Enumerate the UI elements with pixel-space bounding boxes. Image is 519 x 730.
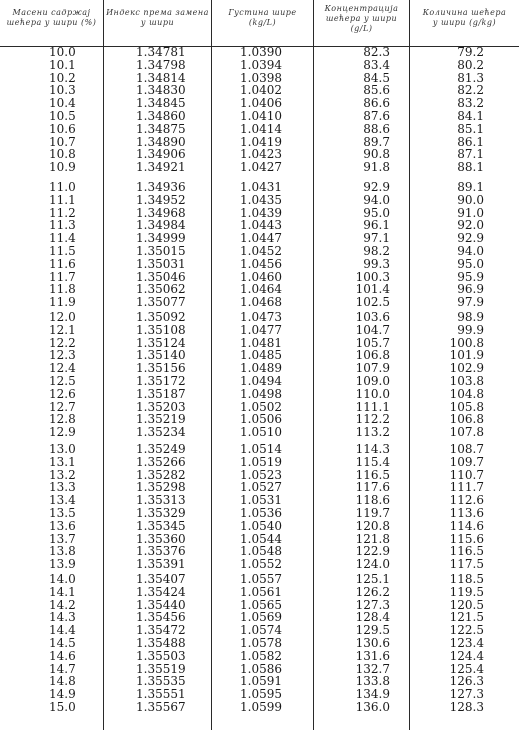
density-cell: 1.0390 bbox=[240, 45, 282, 59]
refractive-index-cell: 1.35282 bbox=[136, 467, 186, 482]
mass-content-cell: 13.1 bbox=[49, 454, 76, 469]
header-line: у шири bbox=[140, 18, 175, 27]
concentration-cell: 107.9 bbox=[355, 361, 390, 376]
sugar-amount-cell: 110.7 bbox=[449, 467, 484, 482]
sugar-amount-cell: 122.5 bbox=[449, 623, 484, 638]
density-cell: 1.0582 bbox=[240, 648, 282, 663]
mass-content-cell: 11.1 bbox=[49, 192, 76, 207]
mass-content-cell: 12.5 bbox=[49, 374, 76, 388]
header-line: шећера у шири (%) bbox=[6, 18, 97, 27]
concentration-cell: 113.2 bbox=[355, 425, 390, 440]
density-cell: 1.0565 bbox=[240, 597, 282, 612]
column-header-density bbox=[212, 8, 313, 48]
concentration-cell: 87.6 bbox=[363, 109, 390, 123]
sugar-amount-cell: 107.8 bbox=[449, 425, 484, 440]
mass-content-cell: 10.5 bbox=[49, 109, 76, 123]
density-cell: 1.0586 bbox=[240, 661, 282, 676]
refractive-index-cell: 1.35219 bbox=[136, 412, 186, 427]
concentration-cell: 94.0 bbox=[363, 192, 390, 207]
refractive-index-cell: 1.35407 bbox=[136, 572, 186, 586]
mass-content-cell: 11.0 bbox=[49, 180, 76, 194]
density-cell: 1.0595 bbox=[240, 687, 282, 702]
concentration-cell: 124.0 bbox=[355, 557, 390, 572]
refractive-index-cell: 1.35535 bbox=[136, 674, 186, 689]
sugar-amount-cell: 86.1 bbox=[457, 134, 484, 149]
sugar-amount-cell: 118.5 bbox=[449, 572, 484, 586]
sugar-amount-cell: 96.9 bbox=[457, 282, 484, 297]
concentration-cell: 95.0 bbox=[363, 205, 390, 220]
density-cell: 1.0557 bbox=[240, 572, 282, 586]
mass-content-cell: 14.1 bbox=[49, 584, 76, 599]
refractive-index-cell: 1.35077 bbox=[136, 295, 186, 310]
concentration-cell: 121.8 bbox=[355, 531, 390, 546]
density-cell: 1.0431 bbox=[240, 180, 282, 194]
concentration-cell: 106.8 bbox=[355, 348, 390, 363]
mass-content-cell: 11.6 bbox=[49, 256, 76, 271]
mass-content-cell: 11.9 bbox=[49, 295, 76, 310]
column-divider bbox=[211, 0, 212, 730]
mass-content-cell: 13.7 bbox=[49, 531, 76, 546]
sugar-amount-cell: 117.5 bbox=[449, 557, 484, 572]
concentration-cell: 109.0 bbox=[355, 374, 390, 388]
refractive-index-cell: 1.35031 bbox=[136, 256, 186, 271]
refractive-index-cell: 1.34968 bbox=[136, 205, 186, 220]
sugar-amount-cell: 106.8 bbox=[449, 412, 484, 427]
density-cell: 1.0569 bbox=[240, 610, 282, 625]
sugar-amount-cell: 126.3 bbox=[449, 674, 484, 689]
sugar-amount-cell: 82.2 bbox=[457, 83, 484, 98]
column-divider bbox=[409, 0, 410, 730]
refractive-index-cell: 1.34814 bbox=[136, 70, 186, 85]
refractive-index-cell: 1.34875 bbox=[136, 121, 186, 136]
refractive-index-cell: 1.35203 bbox=[136, 399, 186, 414]
column-divider bbox=[103, 0, 104, 730]
refractive-index-cell: 1.34999 bbox=[136, 231, 186, 246]
sugar-amount-cell: 101.9 bbox=[449, 348, 484, 363]
concentration-cell: 125.1 bbox=[355, 572, 390, 586]
refractive-index-cell: 1.35313 bbox=[136, 493, 186, 508]
density-cell: 1.0406 bbox=[240, 96, 282, 111]
density-cell: 1.0519 bbox=[240, 454, 282, 469]
concentration-cell: 132.7 bbox=[355, 661, 390, 676]
density-cell: 1.0578 bbox=[240, 636, 282, 650]
concentration-cell: 122.9 bbox=[355, 544, 390, 559]
concentration-cell: 119.7 bbox=[355, 506, 390, 520]
column-header-concentration bbox=[314, 4, 409, 44]
mass-content-cell: 14.5 bbox=[49, 636, 76, 650]
mass-content-cell: 13.9 bbox=[49, 557, 76, 572]
density-cell: 1.0410 bbox=[240, 109, 282, 123]
density-cell: 1.0489 bbox=[240, 361, 282, 376]
sugar-amount-cell: 79.2 bbox=[457, 45, 484, 59]
mass-content-cell: 12.3 bbox=[49, 348, 76, 363]
concentration-cell: 88.6 bbox=[363, 121, 390, 136]
refractive-index-cell: 1.35062 bbox=[136, 282, 186, 297]
concentration-cell: 83.4 bbox=[363, 57, 390, 72]
concentration-cell: 110.0 bbox=[355, 386, 390, 401]
refractive-index-cell: 1.35046 bbox=[136, 269, 186, 284]
concentration-cell: 99.3 bbox=[363, 256, 390, 271]
refractive-index-cell: 1.34890 bbox=[136, 134, 186, 149]
sugar-amount-cell: 89.1 bbox=[457, 180, 484, 194]
header-line: (kg/L) bbox=[248, 18, 277, 27]
concentration-cell: 112.2 bbox=[355, 412, 390, 427]
sugar-amount-cell: 87.1 bbox=[457, 147, 484, 162]
mass-content-cell: 11.3 bbox=[49, 218, 76, 233]
header-line: Количина шећера bbox=[422, 8, 507, 17]
concentration-cell: 127.3 bbox=[355, 597, 390, 612]
concentration-cell: 118.6 bbox=[355, 493, 390, 508]
sugar-amount-cell: 91.0 bbox=[457, 205, 484, 220]
mass-content-cell: 10.6 bbox=[49, 121, 76, 136]
concentration-cell: 134.9 bbox=[355, 687, 390, 702]
sugar-amount-cell: 95.0 bbox=[457, 256, 484, 271]
mass-content-cell: 13.6 bbox=[49, 518, 76, 533]
refractive-index-cell: 1.35440 bbox=[136, 597, 186, 612]
mass-content-cell: 12.7 bbox=[49, 399, 76, 414]
sugar-amount-cell: 113.6 bbox=[449, 506, 484, 520]
sugar-amount-cell: 111.7 bbox=[449, 480, 484, 495]
mass-content-cell: 13.5 bbox=[49, 506, 76, 520]
density-cell: 1.0514 bbox=[240, 442, 282, 456]
column-header-mass-content bbox=[0, 8, 103, 48]
mass-content-cell: 15.0 bbox=[49, 700, 76, 714]
sugar-amount-cell: 95.9 bbox=[457, 269, 484, 284]
concentration-cell: 128.4 bbox=[355, 610, 390, 625]
density-cell: 1.0435 bbox=[240, 192, 282, 207]
concentration-cell: 90.8 bbox=[363, 147, 390, 162]
mass-content-cell: 10.3 bbox=[49, 83, 76, 98]
refractive-index-cell: 1.35567 bbox=[136, 700, 186, 714]
sugar-amount-cell: 94.0 bbox=[457, 244, 484, 258]
sugar-amount-cell: 123.4 bbox=[449, 636, 484, 650]
density-cell: 1.0468 bbox=[240, 295, 282, 310]
sugar-amount-cell: 88.1 bbox=[457, 160, 484, 175]
density-cell: 1.0523 bbox=[240, 467, 282, 482]
concentration-cell: 104.7 bbox=[355, 322, 390, 337]
density-cell: 1.0544 bbox=[240, 531, 282, 546]
sugar-amount-cell: 114.6 bbox=[449, 518, 484, 533]
refractive-index-cell: 1.35234 bbox=[136, 425, 186, 440]
density-cell: 1.0443 bbox=[240, 218, 282, 233]
concentration-cell: 116.5 bbox=[355, 467, 390, 482]
mass-content-cell: 12.0 bbox=[49, 310, 76, 324]
density-cell: 1.0527 bbox=[240, 480, 282, 495]
density-cell: 1.0510 bbox=[240, 425, 282, 440]
concentration-cell: 92.9 bbox=[363, 180, 390, 194]
density-cell: 1.0456 bbox=[240, 256, 282, 271]
concentration-cell: 130.6 bbox=[355, 636, 390, 650]
mass-content-cell: 14.9 bbox=[49, 687, 76, 702]
sugar-amount-cell: 102.9 bbox=[449, 361, 484, 376]
mass-content-cell: 10.7 bbox=[49, 134, 76, 149]
sugar-amount-cell: 84.1 bbox=[457, 109, 484, 123]
density-cell: 1.0574 bbox=[240, 623, 282, 638]
refractive-index-cell: 1.35092 bbox=[136, 310, 186, 324]
density-cell: 1.0423 bbox=[240, 147, 282, 162]
column-header-refractive-index bbox=[104, 8, 211, 48]
concentration-cell: 97.1 bbox=[363, 231, 390, 246]
mass-content-cell: 12.8 bbox=[49, 412, 76, 427]
concentration-cell: 115.4 bbox=[355, 454, 390, 469]
mass-content-cell: 12.6 bbox=[49, 386, 76, 401]
sugar-amount-cell: 98.9 bbox=[457, 310, 484, 324]
density-cell: 1.0485 bbox=[240, 348, 282, 363]
sugar-amount-cell: 97.9 bbox=[457, 295, 484, 310]
sugar-amount-cell: 92.0 bbox=[457, 218, 484, 233]
density-cell: 1.0414 bbox=[240, 121, 282, 136]
mass-content-cell: 14.2 bbox=[49, 597, 76, 612]
density-cell: 1.0419 bbox=[240, 134, 282, 149]
concentration-cell: 102.5 bbox=[355, 295, 390, 310]
refractive-index-cell: 1.35551 bbox=[136, 687, 186, 702]
mass-content-cell: 14.0 bbox=[49, 572, 76, 586]
density-cell: 1.0460 bbox=[240, 269, 282, 284]
refractive-index-cell: 1.34952 bbox=[136, 192, 186, 207]
density-cell: 1.0591 bbox=[240, 674, 282, 689]
sugar-amount-cell: 83.2 bbox=[457, 96, 484, 111]
density-cell: 1.0398 bbox=[240, 70, 282, 85]
column-divider bbox=[313, 0, 314, 730]
refractive-index-cell: 1.34830 bbox=[136, 83, 186, 98]
density-cell: 1.0552 bbox=[240, 557, 282, 572]
sugar-amount-cell: 81.3 bbox=[457, 70, 484, 85]
refractive-index-cell: 1.35456 bbox=[136, 610, 186, 625]
refractive-index-cell: 1.34936 bbox=[136, 180, 186, 194]
header-line: Масени садржај bbox=[12, 8, 91, 17]
sugar-amount-cell: 92.9 bbox=[457, 231, 484, 246]
refractive-index-cell: 1.35360 bbox=[136, 531, 186, 546]
concentration-cell: 131.6 bbox=[355, 648, 390, 663]
mass-content-cell: 14.6 bbox=[49, 648, 76, 663]
density-cell: 1.0452 bbox=[240, 244, 282, 258]
density-cell: 1.0561 bbox=[240, 584, 282, 599]
concentration-cell: 105.7 bbox=[355, 335, 390, 350]
refractive-index-cell: 1.35345 bbox=[136, 518, 186, 533]
mass-content-cell: 10.4 bbox=[49, 96, 76, 111]
concentration-cell: 117.6 bbox=[355, 480, 390, 495]
density-cell: 1.0536 bbox=[240, 506, 282, 520]
refractive-index-cell: 1.34860 bbox=[136, 109, 186, 123]
sugar-amount-cell: 109.7 bbox=[449, 454, 484, 469]
density-cell: 1.0473 bbox=[240, 310, 282, 324]
mass-content-cell: 10.0 bbox=[49, 45, 76, 59]
density-cell: 1.0548 bbox=[240, 544, 282, 559]
density-cell: 1.0540 bbox=[240, 518, 282, 533]
refractive-index-cell: 1.34921 bbox=[136, 160, 186, 175]
refractive-index-cell: 1.35266 bbox=[136, 454, 186, 469]
mass-content-cell: 10.1 bbox=[49, 57, 76, 72]
density-cell: 1.0477 bbox=[240, 322, 282, 337]
mass-content-cell: 11.7 bbox=[49, 269, 76, 284]
concentration-cell: 82.3 bbox=[363, 45, 390, 59]
concentration-cell: 85.6 bbox=[363, 83, 390, 98]
concentration-cell: 120.8 bbox=[355, 518, 390, 533]
concentration-cell: 136.0 bbox=[355, 700, 390, 714]
concentration-cell: 89.7 bbox=[363, 134, 390, 149]
concentration-cell: 84.5 bbox=[363, 70, 390, 85]
sugar-amount-cell: 90.0 bbox=[457, 192, 484, 207]
sugar-amount-cell: 108.7 bbox=[449, 442, 484, 456]
mass-content-cell: 13.0 bbox=[49, 442, 76, 456]
mass-content-cell: 11.8 bbox=[49, 282, 76, 297]
refractive-index-cell: 1.35140 bbox=[136, 348, 186, 363]
refractive-index-cell: 1.35187 bbox=[136, 386, 186, 401]
concentration-cell: 100.3 bbox=[355, 269, 390, 284]
mass-content-cell: 12.9 bbox=[49, 425, 76, 440]
header-line: (g/L) bbox=[350, 24, 373, 33]
sugar-amount-cell: 121.5 bbox=[449, 610, 484, 625]
mass-content-cell: 13.4 bbox=[49, 493, 76, 508]
sugar-amount-cell: 80.2 bbox=[457, 57, 484, 72]
refractive-index-cell: 1.35376 bbox=[136, 544, 186, 559]
mass-content-cell: 12.2 bbox=[49, 335, 76, 350]
refractive-index-cell: 1.35488 bbox=[136, 636, 186, 650]
sugar-amount-cell: 100.8 bbox=[449, 335, 484, 350]
mass-content-cell: 14.3 bbox=[49, 610, 76, 625]
refractive-index-cell: 1.35156 bbox=[136, 361, 186, 376]
header-line: Индекс према замена bbox=[106, 8, 209, 17]
density-cell: 1.0506 bbox=[240, 412, 282, 427]
sugar-amount-cell: 104.8 bbox=[449, 386, 484, 401]
mass-content-cell: 13.3 bbox=[49, 480, 76, 495]
mass-content-cell: 11.5 bbox=[49, 244, 76, 258]
mass-content-cell: 12.1 bbox=[49, 322, 76, 337]
density-cell: 1.0502 bbox=[240, 399, 282, 414]
mass-content-cell: 10.8 bbox=[49, 147, 76, 162]
concentration-cell: 111.1 bbox=[355, 399, 390, 414]
refractive-index-cell: 1.34781 bbox=[136, 45, 186, 59]
header-line: шећера у шири bbox=[325, 14, 398, 23]
density-cell: 1.0427 bbox=[240, 160, 282, 175]
refractive-index-cell: 1.34798 bbox=[136, 57, 186, 72]
mass-content-cell: 10.2 bbox=[49, 70, 76, 85]
density-cell: 1.0494 bbox=[240, 374, 282, 388]
mass-content-cell: 10.9 bbox=[49, 160, 76, 175]
sugar-amount-cell: 112.6 bbox=[449, 493, 484, 508]
sugar-amount-cell: 128.3 bbox=[449, 700, 484, 714]
concentration-cell: 114.3 bbox=[355, 442, 390, 456]
mass-content-cell: 14.4 bbox=[49, 623, 76, 638]
concentration-cell: 103.6 bbox=[355, 310, 390, 324]
refractive-index-cell: 1.35424 bbox=[136, 584, 186, 599]
mass-content-cell: 14.8 bbox=[49, 674, 76, 689]
refractive-index-cell: 1.35108 bbox=[136, 322, 186, 337]
mass-content-cell: 13.2 bbox=[49, 467, 76, 482]
refractive-index-cell: 1.35124 bbox=[136, 335, 186, 350]
refractive-index-cell: 1.35249 bbox=[136, 442, 186, 456]
refractive-index-cell: 1.35519 bbox=[136, 661, 186, 676]
sugar-amount-cell: 124.4 bbox=[449, 648, 484, 663]
refractive-index-cell: 1.35503 bbox=[136, 648, 186, 663]
density-cell: 1.0531 bbox=[240, 493, 282, 508]
header-line: у шири (g/kg) bbox=[432, 18, 497, 27]
density-cell: 1.0464 bbox=[240, 282, 282, 297]
refractive-index-cell: 1.34845 bbox=[136, 96, 186, 111]
refractive-index-cell: 1.35298 bbox=[136, 480, 186, 495]
refractive-index-cell: 1.35472 bbox=[136, 623, 186, 638]
concentration-cell: 96.1 bbox=[363, 218, 390, 233]
sugar-amount-cell: 99.9 bbox=[457, 322, 484, 337]
refractive-index-cell: 1.35172 bbox=[136, 374, 186, 388]
density-cell: 1.0402 bbox=[240, 83, 282, 98]
density-cell: 1.0481 bbox=[240, 335, 282, 350]
mass-content-cell: 12.4 bbox=[49, 361, 76, 376]
concentration-cell: 129.5 bbox=[355, 623, 390, 638]
density-cell: 1.0439 bbox=[240, 205, 282, 220]
density-cell: 1.0447 bbox=[240, 231, 282, 246]
sugar-amount-cell: 119.5 bbox=[449, 584, 484, 599]
sugar-amount-cell: 115.6 bbox=[449, 531, 484, 546]
header-line: Густина шире bbox=[228, 8, 297, 17]
concentration-cell: 133.8 bbox=[355, 674, 390, 689]
refractive-index-cell: 1.34906 bbox=[136, 147, 186, 162]
mass-content-cell: 11.2 bbox=[49, 205, 76, 220]
refractive-index-cell: 1.34984 bbox=[136, 218, 186, 233]
sugar-amount-cell: 105.8 bbox=[449, 399, 484, 414]
sugar-amount-cell: 116.5 bbox=[449, 544, 484, 559]
concentration-cell: 126.2 bbox=[355, 584, 390, 599]
sugar-amount-cell: 85.1 bbox=[457, 121, 484, 136]
refractive-index-cell: 1.35329 bbox=[136, 506, 186, 520]
mass-content-cell: 13.8 bbox=[49, 544, 76, 559]
density-cell: 1.0394 bbox=[240, 57, 282, 72]
concentration-cell: 86.6 bbox=[363, 96, 390, 111]
refractive-index-cell: 1.35015 bbox=[136, 244, 186, 258]
concentration-cell: 98.2 bbox=[363, 244, 390, 258]
sugar-amount-cell: 103.8 bbox=[449, 374, 484, 388]
column-header-sugar-amount bbox=[410, 8, 519, 48]
refractive-index-cell: 1.35391 bbox=[136, 557, 186, 572]
concentration-cell: 91.8 bbox=[363, 160, 390, 175]
concentration-cell: 101.4 bbox=[355, 282, 390, 297]
mass-content-cell: 14.7 bbox=[49, 661, 76, 676]
mass-content-cell: 11.4 bbox=[49, 231, 76, 246]
sugar-amount-cell: 127.3 bbox=[449, 687, 484, 702]
density-cell: 1.0599 bbox=[240, 700, 282, 714]
sugar-amount-cell: 125.4 bbox=[449, 661, 484, 676]
header-line: Концентрација bbox=[324, 4, 399, 13]
density-cell: 1.0498 bbox=[240, 386, 282, 401]
sugar-amount-cell: 120.5 bbox=[449, 597, 484, 612]
